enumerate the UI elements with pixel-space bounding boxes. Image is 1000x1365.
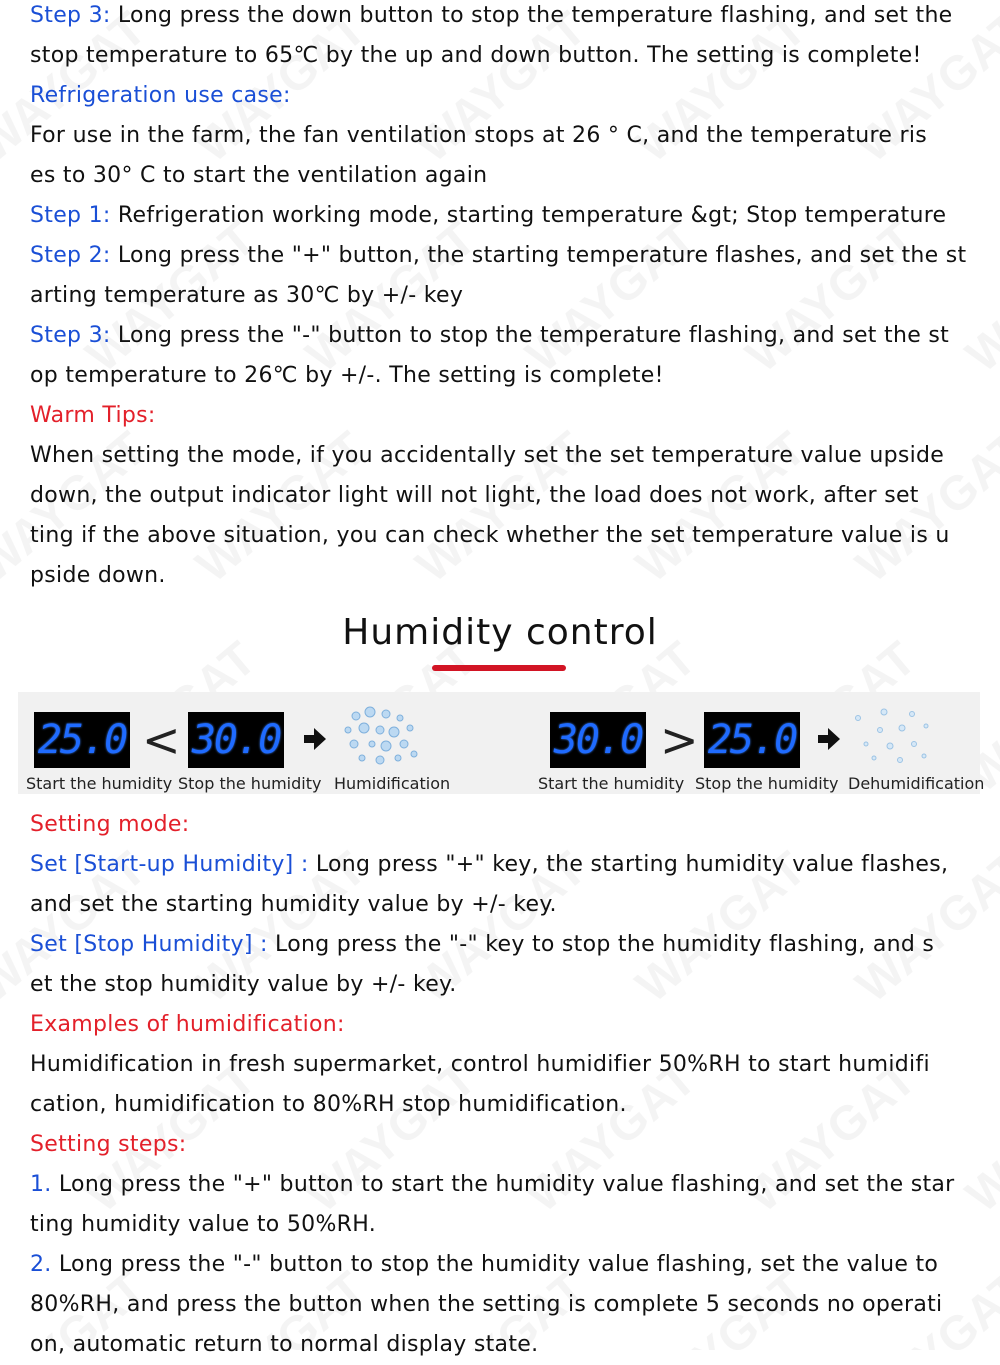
line-text: cation, humidification to 80%RH stop humidification.	[30, 1092, 627, 1117]
line-label: Set [Stop Humidity] :	[30, 932, 268, 957]
line-text: Long press the "+" button to start the humidity value flashing, and set the star	[51, 1172, 955, 1197]
arrow-right-icon	[302, 724, 328, 754]
led-display-start-left: 25.0	[34, 712, 130, 768]
line-text: es to 30° C to start the ventilation again	[30, 163, 488, 188]
line-label: Step 1:	[30, 203, 111, 228]
text-line	[30, 516, 985, 556]
line-label: Step 2:	[30, 243, 111, 268]
caption-stop-humidity-right: Stop the humidity	[695, 774, 839, 793]
led-display-start-right: 30.0	[550, 712, 646, 768]
line-label: Refrigeration use case:	[30, 83, 291, 108]
line-text: Long press the "-" button to stop the humidity value flashing, set the value to	[51, 1252, 939, 1277]
line-text: ting humidity value to 50%RH.	[30, 1212, 376, 1237]
greater-than-sign: >	[660, 713, 699, 767]
arrow-right-icon	[816, 724, 842, 754]
text-line	[30, 1285, 985, 1325]
caption-humidification: Humidification	[334, 774, 451, 793]
line-text: Long press the "-" button to stop the temperature flashing, and set the st	[110, 323, 950, 348]
led-display-stop-left: 30.0	[188, 712, 284, 768]
line-label: Setting steps:	[30, 1132, 187, 1157]
text-line	[30, 1005, 985, 1045]
line-text: and set the starting humidity value by +/- key.	[30, 892, 557, 917]
line-text: Long press the "+" button, the starting temperature flashes, and set the st	[110, 243, 967, 268]
text-line	[30, 1125, 985, 1165]
line-text: pside down.	[30, 563, 166, 588]
less-than-sign: <	[142, 713, 181, 767]
line-text: Long press the "-" key to stop the humidity flashing, and s	[267, 932, 935, 957]
line-text: Long press the down button to stop the temperature flashing, and set the	[110, 3, 953, 28]
text-line	[30, 196, 985, 236]
caption-stop-humidity-left: Stop the humidity	[178, 774, 322, 793]
line-label: Setting mode:	[30, 812, 190, 837]
caption-start-humidity-left: Start the humidity	[26, 774, 173, 793]
line-label: Warm Tips:	[30, 403, 156, 428]
text-line	[30, 76, 985, 116]
text-line	[30, 1045, 985, 1085]
line-text: Refrigeration working mode, starting temperature &gt; Stop temperature	[110, 203, 947, 228]
text-line	[30, 0, 985, 36]
text-line	[30, 556, 985, 596]
text-line	[30, 156, 985, 196]
caption-dehumidification: Dehumidification	[848, 774, 985, 793]
line-text: arting temperature as 30℃ by +/- key	[30, 283, 464, 308]
line-label: Step 3:	[30, 3, 111, 28]
section-title: Humidity control	[342, 612, 658, 653]
text-line	[30, 276, 985, 316]
text-line	[30, 316, 985, 356]
line-text: 80%RH, and press the button when the setting is complete 5 seconds no operati	[30, 1292, 943, 1317]
text-line	[30, 1245, 985, 1285]
text-line	[30, 965, 985, 1005]
line-label: 2.	[30, 1252, 52, 1277]
line-text: op temperature to 26℃ by +/-. The setting is complete!	[30, 363, 664, 388]
line-text: For use in the farm, the fan ventilation stops at 26 ° C, and the temperature ris	[30, 123, 928, 148]
text-line	[30, 356, 985, 396]
text-line	[30, 36, 985, 76]
caption-start-humidity-right: Start the humidity	[538, 774, 685, 793]
text-line	[30, 476, 985, 516]
text-line	[30, 1085, 985, 1125]
text-line	[30, 116, 985, 156]
line-label: Examples of humidification:	[30, 1012, 345, 1037]
line-label: Step 3:	[30, 323, 111, 348]
text-line	[30, 885, 985, 925]
line-text: ting if the above situation, you can check whether the set temperature value is u	[30, 523, 950, 548]
line-text: Humidification in fresh supermarket, control humidifier 50%RH to start humidifi	[30, 1052, 930, 1077]
text-line	[30, 1205, 985, 1245]
line-text: et the stop humidity value by +/- key.	[30, 972, 457, 997]
humidification-droplets-icon	[336, 704, 420, 768]
line-text: Long press "+" key, the starting humidity value flashes,	[308, 852, 949, 877]
text-line	[30, 805, 985, 845]
line-text: stop temperature to 65℃ by the up and down button. The setting is complete!	[30, 43, 922, 68]
line-text: on, automatic return to normal display state.	[30, 1332, 539, 1357]
dehumidification-droplets-icon	[850, 704, 934, 768]
line-label: Set [Start-up Humidity] :	[30, 852, 309, 877]
line-label: 1.	[30, 1172, 52, 1197]
text-line	[30, 1165, 985, 1205]
text-line	[30, 845, 985, 885]
text-line	[30, 396, 985, 436]
text-line	[30, 925, 985, 965]
line-text: When setting the mode, if you accidentally set the set temperature value upside	[30, 443, 945, 468]
led-display-stop-right: 25.0	[704, 712, 800, 768]
line-text: down, the output indicator light will not light, the load does not work, after set	[30, 483, 919, 508]
title-underline	[432, 665, 566, 671]
text-line	[30, 1325, 985, 1365]
text-line	[30, 436, 985, 476]
text-line	[30, 236, 985, 276]
